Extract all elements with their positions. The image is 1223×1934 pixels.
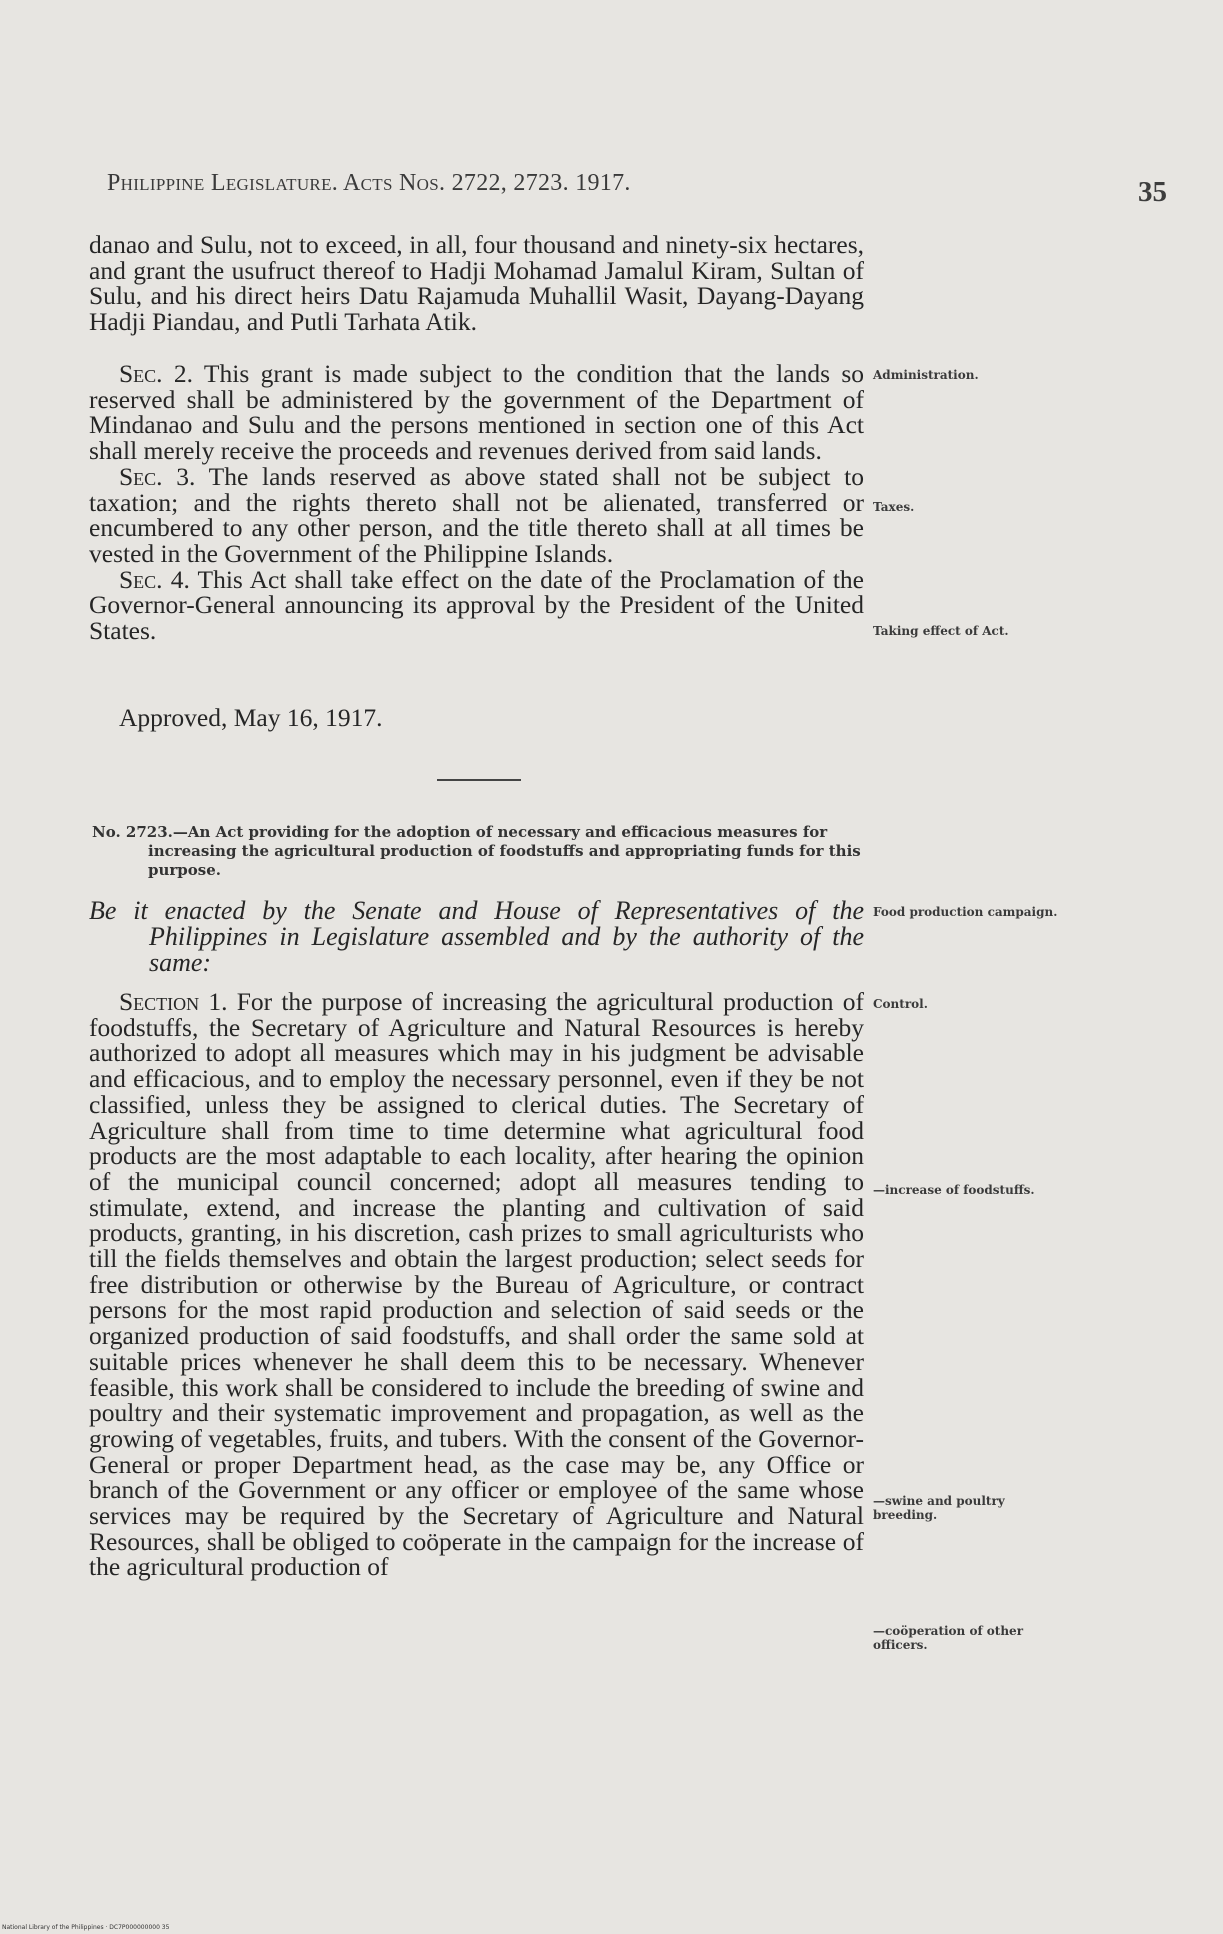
section-2-label: Sec. 2.: [119, 359, 194, 388]
margin-note-cooperation: —coöperation of other officers.: [873, 1624, 1024, 1652]
footer-tag: National Library of the Philippines · DC7P000000000 35: [2, 1924, 170, 1931]
margin-note-food-production: Food production campaign.: [873, 905, 1058, 919]
section-divider: [437, 779, 521, 781]
section-3-label: Sec. 3.: [119, 461, 196, 491]
continuation-paragraph: danao and Sulu, not to exceed, in all, four thousand and ninety-six hectares, and grant the usufruct thereof to Hadji Mohamad Jamalul Kiram, Sultan of Sulu, and his direct heirs Datu Rajamuda Muhallil Wasit, Dayang-Dayang Hadji Piandau, and Putli Tarhata Atik.: [89, 230, 864, 337]
margin-note-control: Control.: [873, 997, 928, 1011]
section-1-label: Section 1.: [119, 987, 228, 1016]
margin-note-taxes: Taxes.: [873, 500, 915, 514]
margin-note-administration: Administration.: [873, 368, 979, 382]
act-2723-section-1: [89, 989, 864, 1580]
page-number: 35: [1138, 176, 1167, 208]
section-2-text: This grant is made subject to the condition that the lands so reserved shall be administered by the government of the Department of Mindanao and Sulu and the persons mentioned in section one of this Act shall merely receive the proceeds and revenues derived from said lands.: [89, 359, 864, 466]
enacting-clause-text: Be it enacted by the Senate and House of Representatives of the Philippines in Legislature assembled and by the authority of the same:: [89, 896, 864, 977]
act-2722-continuation: [89, 232, 864, 335]
section-4-paragraph: [89, 564, 865, 646]
approval-line: Approved, May 16, 1917.: [119, 703, 383, 732]
margin-note-increase: —increase of foodstuffs.: [873, 1183, 1035, 1197]
section-1-paragraph: [89, 989, 864, 1580]
section-2-paragraph: [89, 361, 864, 464]
running-head: Philippine Legislature. Acts Nos. 2722, 2723. 1917.: [107, 170, 631, 196]
section-3-text: The lands reserved as above stated shall not be subject to taxation; and the rights thereto shall not be alienated, transferred or encumbered to any other person, and the title thereto shall at all times be vested in the Government of the Philippine Islands.: [89, 461, 864, 568]
act-2723-title: [92, 823, 868, 880]
section-3-paragraph: [89, 461, 864, 568]
margin-note-swine-poultry: —swine and poultry breeding.: [873, 1494, 1005, 1522]
enacting-clause: [89, 898, 864, 976]
section-1-text: For the purpose of increasing the agricultural production of foodstuffs, the Secretary of Agriculture and Natural Resources is hereby authorized to adopt all measures which may in his judgment be advisable and efficacious, and to employ the necessary personnel, even if they be not classified, unless they be assigned to clerical duties. The Secretary of Agriculture shall from time to time determine what agricultural food products are the most adaptable to each locality, after hearing the opinion of the municipal council concerned; adopt all measures tending to stimulate, extend, and increase the planting and cultivation of said products, granting, in his discretion, cash prizes to small agriculturists who till the fields themselves and obtain the largest production; select seeds for free distribution or otherwise by the Bureau of Agriculture, or contract persons for the most rapid production and selection of said seeds or the organized production of said foodstuffs, and shall order the same sold at suitable prices whenever he shall deem this to be necessary. Whenever feasible, this work shall be considered to include the breeding of swine and poultry and their systematic improvement and propagation, as well as the growing of vegetables, fruits, and tubers. With the consent of the Governor-General or proper Department head, as the case may be, any Office or branch of the Government or any officer or employee of the same whose services may be required by the Secretary of Agriculture and Natural Resources, shall be obliged to coöperate in the campaign for the increase of the agricultural production of: [89, 987, 864, 1582]
margin-note-taking-effect: Taking effect of Act.: [873, 624, 1009, 638]
act-2723-title-text: No. 2723.—An Act providing for the adoption of necessary and efficacious measures for increasing the agricultural production of foodstuffs and appropriating funds for this purpose.: [92, 823, 861, 879]
act-2722-sections: [89, 361, 864, 644]
section-4-text: This Act shall take effect on the date of the Proclamation of the Governor-General announcing its approval by the President of the United States.: [89, 564, 865, 646]
section-4-label: Sec. 4.: [119, 564, 190, 594]
